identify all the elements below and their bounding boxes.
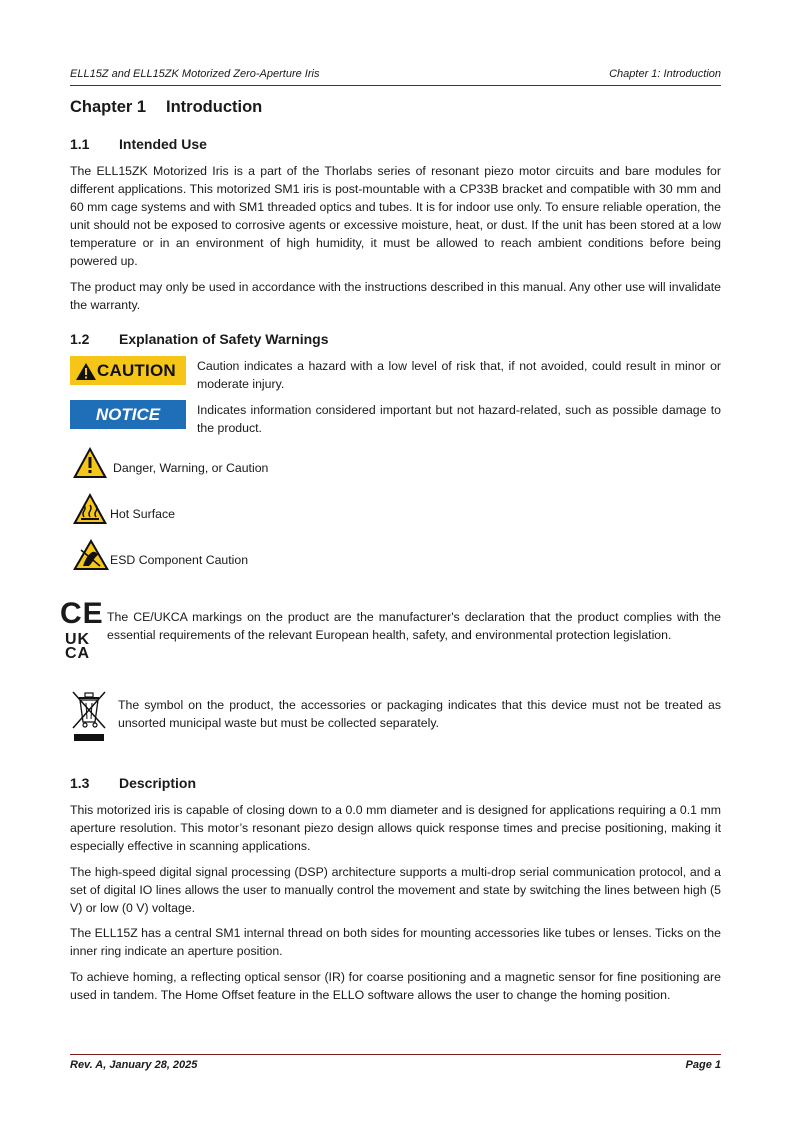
symbol-label: Danger, Warning, or Caution [113, 461, 269, 475]
weee-marking [70, 688, 721, 748]
warning-triangle-icon [72, 446, 108, 480]
header-chapter: Chapter 1: Introduction [609, 68, 721, 80]
section-title: Explanation of Safety Warnings [119, 331, 329, 347]
weee-crossed-bin-icon [70, 688, 108, 744]
description-paragraph-2: The high-speed digital signal processing (DSP) architecture supports a multi-drop serial communication protocol, and a set of digital IO lines allows the user to manually control the movement and state by switching the lines between high (5 V) or low (0 V) voltage. [70, 865, 721, 915]
ce-ukca-marking [60, 597, 721, 669]
ce-ukca-description: The CE/UKCA markings on the product are the manufacturer's declaration that the product complies with the essential requirements of the relevant European health, safety, and environmental protection legislation. [107, 610, 721, 642]
footer-page-number: Page 1 [685, 1059, 721, 1071]
ukca-bottom: CA [65, 645, 91, 662]
notice-badge-label: NOTICE [95, 405, 161, 424]
ukca-top: UK [65, 631, 91, 648]
section-number: 1.3 [70, 775, 90, 791]
chapter-name: Introduction [166, 98, 263, 116]
notice-badge [70, 400, 186, 429]
section-heading-1-2 [70, 331, 329, 347]
page-footer [70, 1054, 721, 1075]
footer-revision: Rev. A, January 28, 2025 [70, 1059, 198, 1071]
esd-icon [72, 538, 110, 572]
symbol-label: ESD Component Caution [110, 553, 249, 567]
symbol-label: Hot Surface [110, 507, 175, 521]
section-number: 1.2 [70, 331, 90, 347]
section-number: 1.1 [70, 136, 90, 152]
weee-description: The symbol on the product, the accessories or packaging indicates that this device must not be treated as unsorted municipal waste but must be collected separately. [118, 698, 721, 730]
caution-badge-label: CAUTION [97, 361, 176, 380]
section-heading-1-1 [70, 136, 207, 152]
notice-description: Indicates information considered important but not hazard-related, such as possible damage to the product. [197, 403, 721, 435]
chapter-title [70, 98, 262, 117]
ce-mark-icon: CE [60, 597, 104, 630]
description-paragraph-4: To achieve homing, a reflecting optical sensor (IR) for coarse positioning and a magnetic sensor for fine positioning are used in tandem. The Home Offset feature in the ELLO software allows the user to change the homing position. [70, 970, 721, 1002]
caution-description: Caution indicates a hazard with a low level of risk that, if not avoided, could result in minor or moderate injury. [197, 359, 721, 391]
section-title: Intended Use [119, 136, 207, 152]
section-title: Description [119, 775, 197, 791]
intended-use-paragraph-1: The ELL15ZK Motorized Iris is a part of the Thorlabs series of resonant piezo motor circuits and bare modules for different applications. This motorized SM1 iris is post-mountable with a CP33B bracket and compatible with 30 mm and 60 mm cage systems and with SM1 threaded optics and tubes. It is for indoor use only. To ensure reliable operation, the unit should not be exposed to corrosive agents or excessive moisture, heat, or dust. If the unit has been stored at a low temperature or in an environment of high humidity, it must be allowed to reach ambient conditions before being powered up. [70, 164, 721, 268]
description-paragraph-1: This motorized iris is capable of closing down to a 0.0 mm diameter and is designed for applications requiring a 0.1 mm aperture resolution. This motor’s resonant piezo design allows quick response times and precise positioning, making it especially effective in scanning applications. [70, 803, 721, 853]
description-paragraph-3: The ELL15Z has a central SM1 internal thread on both sides for mounting accessories like tubes or lenses. Ticks on the inner ring indicate an aperture position. [70, 926, 721, 958]
caution-triangle-icon [75, 362, 97, 381]
header-doc-title: ELL15Z and ELL15ZK Motorized Zero-Aperture Iris [70, 68, 320, 80]
page-header [70, 67, 721, 86]
ukca-mark-icon [65, 633, 90, 661]
hot-surface-icon [72, 492, 108, 526]
chapter-number: Chapter 1 [70, 98, 147, 116]
section-heading-1-3 [70, 775, 196, 791]
intended-use-paragraph-2: The product may only be used in accordance with the instructions described in this manual. Any other use will invalidate the warranty. [70, 280, 721, 312]
caution-badge [70, 356, 186, 385]
